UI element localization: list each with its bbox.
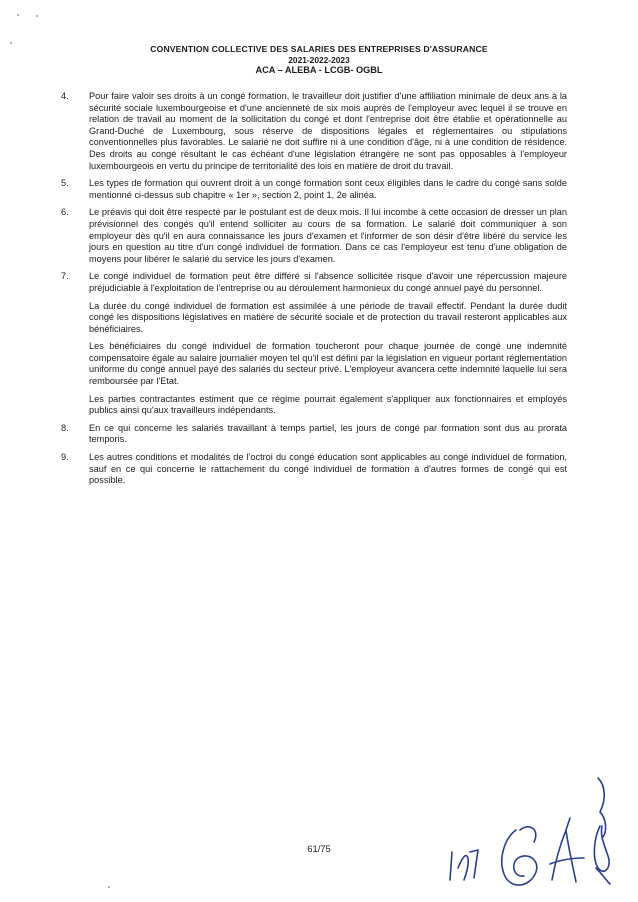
article-item-6 [61, 207, 567, 265]
item-paragraph: Les parties contractantes estiment que ce régime pourrait également s'appliquer aux fonctionnaires et employés publics ainsi qu'aux travailleurs indépendants. [89, 393, 567, 416]
article-item-7 [61, 271, 567, 417]
document-body [61, 91, 567, 493]
page-number: 61/75 [307, 843, 331, 854]
scan-speck [108, 886, 110, 888]
item-number: 9. [61, 452, 69, 463]
initial-signature-1 [450, 850, 478, 880]
item-number: 8. [61, 422, 69, 433]
item-number: 4. [61, 91, 69, 101]
item-paragraph: Le congé individuel de formation peut être différé si l'absence sollicitée risque d'avoir une répercussion majeure préjudiciable à l'exploitation de l'entreprise ou au déroulement harmonieux du congé annuel payé du personnel. [89, 271, 567, 293]
article-item-8 [61, 423, 567, 446]
header-parties: ACA – ALEBA - LCGB- OGBL [255, 65, 383, 76]
scan-speck [36, 15, 38, 17]
item-paragraph: Le préavis qui doit être respecté par le postulant est de deux mois. Il lui incombe à cette occasion de dresser un plan prévisionnel des congés qu'il entend solliciter au cours de sa formation. Le salarié doit communiquer à son employeur dès qu'il en aura connaissance les jours d'examen et l'informer de son désir d'être libéré du service les jours en question au titre d'un congé individuel de formation. Dans ce cas l'employeur est tenu d'une obligation de moyens pour libérer le salarié du service les jours d'examen. [89, 207, 567, 264]
item-paragraph: En ce qui concerne les salariés travaillant à temps partiel, les jours de congé par formation sont dus au prorata temporis. [89, 422, 567, 445]
header-years: 2021-2022-2023 [288, 54, 350, 65]
article-item-9 [61, 452, 567, 487]
item-paragraph: Les bénéficiaires du congé individuel de formation toucheront pour chaque journée de congé une indemnité compensatoire égale au salaire journalier moyen tel qu'il est défini par la législation en vigueur portant réglementation uniforme du congé annuel payé des salariés du secteur privé. L'employeur avancera cette indemnité laquelle lui sera remboursée par l'Etat. [89, 341, 567, 387]
header-title: CONVENTION COLLECTIVE DES SALARIES DES ENTREPRISES D'ASSURANCE [150, 44, 488, 54]
document-header [0, 44, 638, 76]
item-number: 6. [61, 207, 69, 218]
item-paragraph: Pour faire valoir ses droits à un congé formation, le travailleur doit justifier d'une affiliation minimale de deux ans à la sécurité sociale luxembourgeoise et d'une ancienneté de six mois auprès de l'employeur avec lequel il se trouve en relation de travail au moment de la sollicitation du congé et dont l'entreprise doit être établie et opérationnelle au Grand-Duché de Luxembourg, sous réserve de dispositions légales et réglementaires ou stipulations conventionnelles plus favorables. Le salarié ne doit suffire ni à une condition d'âge, ni à une condition de résidence. Des droits au congé résultant le cas échéant d'une législation étrangère ne sont pas opposables à l'employeur luxembourgeois en vertu du principe de territorialité des lois en matière de droit du travail. [89, 91, 567, 171]
article-item-5 [61, 178, 567, 201]
item-paragraph: La durée du congé individuel de formation est assimilée à une période de travail effectif. Pendant la durée dudit congé les dispositions législatives en matière de sécurité sociale et de protection du travail resteront applicables aux bénéficiaires. [89, 300, 567, 334]
item-paragraph: Les types de formation qui ouvrent droit à un congé formation sont ceux éligibles dans le cadre du congé sans solde mentionné ci-dessus sub chapitre « 1er », section 2, point 1, 2e alinéa. [89, 178, 567, 200]
article-item-4 [61, 91, 567, 172]
item-number: 7. [61, 271, 69, 282]
initial-signature-2 [502, 827, 537, 885]
initial-signature-4 [594, 778, 610, 884]
scan-speck [10, 42, 12, 44]
item-paragraph: Les autres conditions et modalités de l'octroi du congé éducation sont applicables au congé individuel de formation, sauf en ce qui concerne le rattachement du congé individuel de formation à d'autres formes de congé qui est possible. [89, 452, 567, 486]
scan-speck [17, 14, 19, 16]
item-number: 5. [61, 178, 69, 189]
